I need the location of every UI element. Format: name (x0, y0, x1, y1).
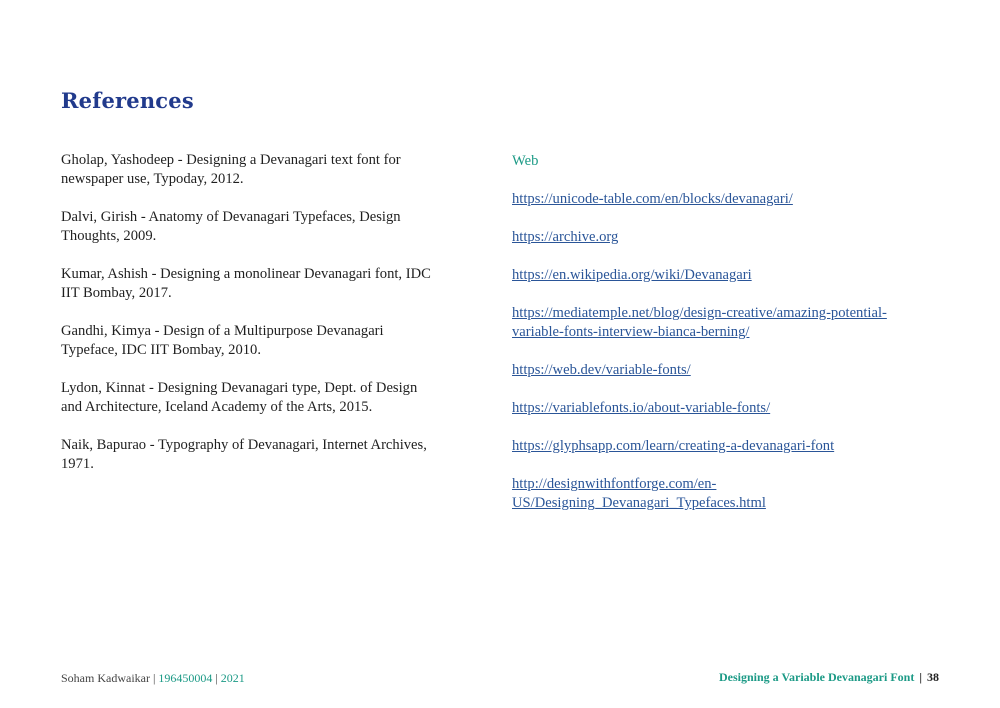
reference-item: Gholap, Yashodeep - Designing a Devanagari text font for newspaper use, Typoday, 2012. (61, 152, 401, 187)
footer-separator: | (152, 671, 156, 685)
web-link-archive[interactable]: https://archive.org (512, 229, 619, 245)
web-link-variablefonts[interactable]: https://variablefonts.io/about-variable-fonts/ (512, 400, 771, 416)
footer-author: Soham Kadwaikar (61, 671, 150, 685)
footer-roll-no: 196450004 (158, 671, 213, 685)
footer-doc-title: Designing a Variable Devanagari Font (718, 670, 915, 684)
footer-separator: | (215, 671, 218, 685)
reference-item: Kumar, Ashish - Designing a monolinear Devanagari font, IDC IIT Bombay, 2017. (61, 266, 431, 301)
web-heading: Web (512, 153, 539, 169)
footer-doc-info (719, 670, 939, 685)
reference-item: Naik, Bapurao - Typography of Devanagari, Internet Archives, 1971. (61, 437, 427, 472)
page-number: 38 (927, 670, 939, 684)
web-link-wikipedia[interactable]: https://en.wikipedia.org/wiki/Devanagari (512, 267, 752, 283)
reference-item: Gandhi, Kimya - Design of a Multipurpose Devanagari Typeface, IDC IIT Bombay, 2010. (61, 323, 384, 358)
footer-credits (61, 671, 245, 686)
web-references (512, 152, 932, 532)
page-title: References (61, 88, 194, 113)
references-list (61, 151, 431, 493)
reference-item: Lydon, Kinnat - Designing Devanagari type, Dept. of Design and Architecture, Iceland Academy of the Arts, 2015. (61, 380, 418, 415)
footer-separator: | (919, 670, 922, 684)
footer-year: 2021 (220, 671, 245, 685)
web-link-designwithfontforge[interactable]: http://designwithfontforge.com/en-US/Designing_Devanagari_Typefaces.html (512, 476, 766, 511)
web-link-webdev[interactable]: https://web.dev/variable-fonts/ (512, 362, 691, 378)
reference-item: Dalvi, Girish - Anatomy of Devanagari Typefaces, Design Thoughts, 2009. (61, 209, 401, 244)
web-link-unicode-table[interactable]: https://unicode-table.com/en/blocks/devanagari/ (512, 191, 793, 207)
web-link-mediatemple[interactable]: https://mediatemple.net/blog/design-creative/amazing-potential-variable-fonts-interview-bianca-berning/ (512, 305, 887, 340)
web-link-glyphsapp[interactable]: https://glyphsapp.com/learn/creating-a-devanagari-font (512, 438, 835, 454)
